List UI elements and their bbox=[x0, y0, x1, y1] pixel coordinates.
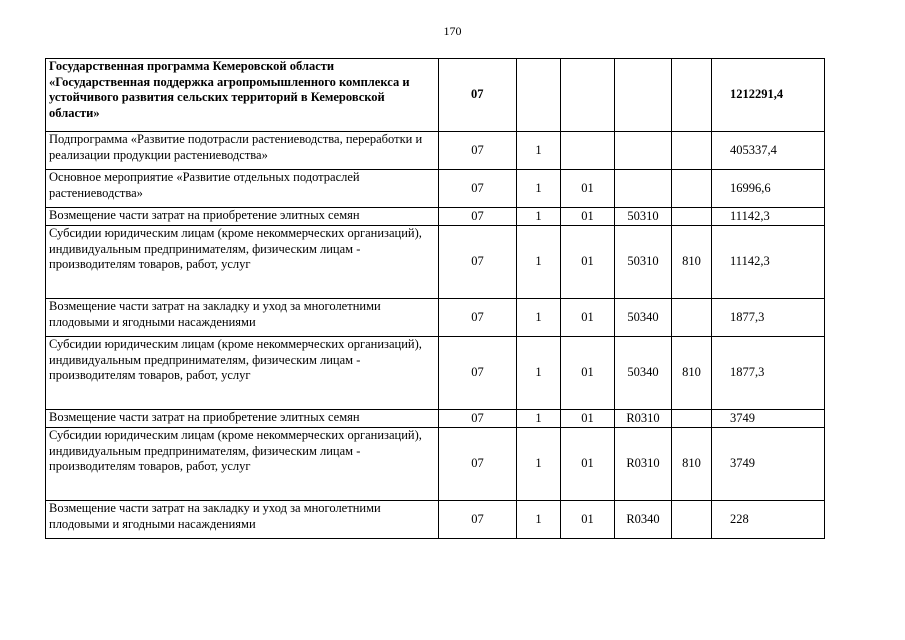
amount: 11142,3 bbox=[712, 208, 825, 226]
amount: 11142,3 bbox=[712, 226, 825, 299]
row-name: Возмещение части затрат на закладку и уход за многолетними плодовыми и ягодными насаждениями bbox=[46, 501, 439, 539]
direction-code bbox=[615, 59, 672, 132]
direction-code: 50340 bbox=[615, 299, 672, 337]
measure-code: 01 bbox=[561, 337, 615, 410]
row-name: Возмещение части затрат на приобретение элитных семян bbox=[46, 410, 439, 428]
table-row bbox=[46, 299, 825, 337]
expense-type-code: 810 bbox=[672, 337, 712, 410]
row-name: Субсидии юридическим лицам (кроме некоммерческих организаций), индивидуальным предпринимателям, физическим лицам - производителям товаров, работ, услуг bbox=[46, 226, 439, 299]
direction-code: R0310 bbox=[615, 428, 672, 501]
row-name: Подпрограмма «Развитие подотрасли растениеводства, переработки и реализации продукции растениеводства» bbox=[46, 132, 439, 170]
direction-code: R0310 bbox=[615, 410, 672, 428]
measure-code: 01 bbox=[561, 428, 615, 501]
subprogram-code: 1 bbox=[517, 501, 561, 539]
table-row bbox=[46, 501, 825, 539]
amount: 405337,4 bbox=[712, 132, 825, 170]
measure-code: 01 bbox=[561, 226, 615, 299]
row-name: Субсидии юридическим лицам (кроме некоммерческих организаций), индивидуальным предпринимателям, физическим лицам - производителям товаров, работ, услуг bbox=[46, 428, 439, 501]
direction-code: R0340 bbox=[615, 501, 672, 539]
subprogram-code: 1 bbox=[517, 428, 561, 501]
expense-type-code bbox=[672, 170, 712, 208]
amount: 1877,3 bbox=[712, 337, 825, 410]
table-row bbox=[46, 170, 825, 208]
subprogram-code bbox=[517, 59, 561, 132]
table-row bbox=[46, 428, 825, 501]
row-name: Возмещение части затрат на приобретение элитных семян bbox=[46, 208, 439, 226]
measure-code: 01 bbox=[561, 208, 615, 226]
table-row bbox=[46, 59, 825, 132]
section-code: 07 bbox=[439, 299, 517, 337]
section-code: 07 bbox=[439, 226, 517, 299]
subprogram-code: 1 bbox=[517, 299, 561, 337]
table-row bbox=[46, 337, 825, 410]
section-code: 07 bbox=[439, 410, 517, 428]
expense-type-code bbox=[672, 410, 712, 428]
row-name: Основное мероприятие «Развитие отдельных подотраслей растениеводства» bbox=[46, 170, 439, 208]
direction-code bbox=[615, 170, 672, 208]
expense-type-code bbox=[672, 299, 712, 337]
table-row bbox=[46, 410, 825, 428]
amount: 1877,3 bbox=[712, 299, 825, 337]
expense-type-code bbox=[672, 208, 712, 226]
table-row bbox=[46, 226, 825, 299]
direction-code bbox=[615, 132, 672, 170]
measure-code: 01 bbox=[561, 501, 615, 539]
table-row bbox=[46, 208, 825, 226]
measure-code: 01 bbox=[561, 299, 615, 337]
subprogram-code: 1 bbox=[517, 226, 561, 299]
direction-code: 50310 bbox=[615, 208, 672, 226]
amount: 1212291,4 bbox=[712, 59, 825, 132]
section-code: 07 bbox=[439, 337, 517, 410]
budget-table bbox=[45, 58, 825, 539]
direction-code: 50310 bbox=[615, 226, 672, 299]
expense-type-code: 810 bbox=[672, 428, 712, 501]
amount: 16996,6 bbox=[712, 170, 825, 208]
expense-type-code: 810 bbox=[672, 226, 712, 299]
section-code: 07 bbox=[439, 501, 517, 539]
expense-type-code bbox=[672, 59, 712, 132]
row-name: Государственная программа Кемеровской области «Государственная поддержка агропромышленного комплекса и устойчивого развития сельских территорий в Кемеровской области» bbox=[46, 59, 439, 132]
table-row bbox=[46, 132, 825, 170]
section-code: 07 bbox=[439, 428, 517, 501]
amount: 3749 bbox=[712, 428, 825, 501]
subprogram-code: 1 bbox=[517, 170, 561, 208]
expense-type-code bbox=[672, 501, 712, 539]
amount: 228 bbox=[712, 501, 825, 539]
measure-code bbox=[561, 59, 615, 132]
measure-code: 01 bbox=[561, 170, 615, 208]
row-name: Субсидии юридическим лицам (кроме некоммерческих организаций), индивидуальным предпринимателям, физическим лицам - производителям товаров, работ, услуг bbox=[46, 337, 439, 410]
row-name: Возмещение части затрат на закладку и уход за многолетними плодовыми и ягодными насаждениями bbox=[46, 299, 439, 337]
subprogram-code: 1 bbox=[517, 208, 561, 226]
section-code: 07 bbox=[439, 170, 517, 208]
subprogram-code: 1 bbox=[517, 410, 561, 428]
amount: 3749 bbox=[712, 410, 825, 428]
section-code: 07 bbox=[439, 208, 517, 226]
page-number: 170 bbox=[443, 24, 462, 38]
measure-code: 01 bbox=[561, 410, 615, 428]
subprogram-code: 1 bbox=[517, 132, 561, 170]
subprogram-code: 1 bbox=[517, 337, 561, 410]
section-code: 07 bbox=[439, 59, 517, 132]
section-code: 07 bbox=[439, 132, 517, 170]
direction-code: 50340 bbox=[615, 337, 672, 410]
measure-code bbox=[561, 132, 615, 170]
expense-type-code bbox=[672, 132, 712, 170]
